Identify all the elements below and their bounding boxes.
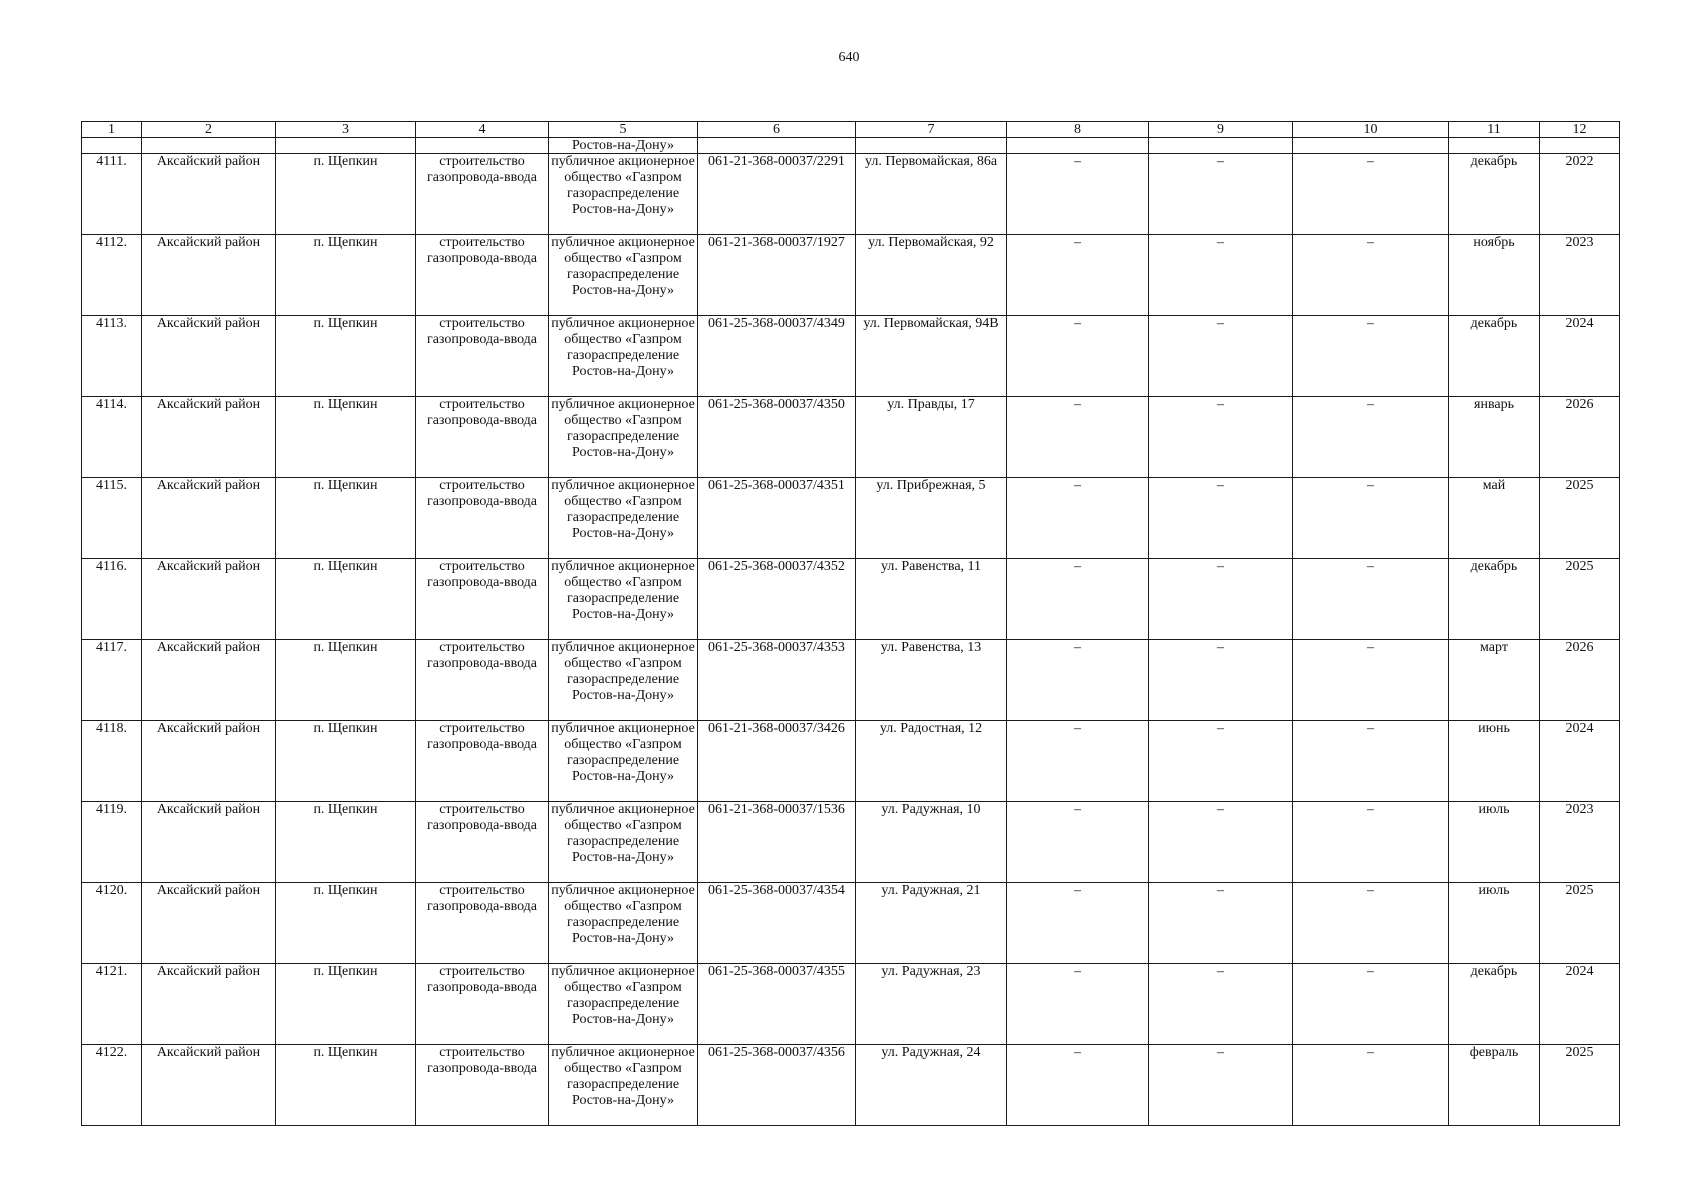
column-header: 7 [856, 122, 1007, 138]
district-cell: Аксайский район [142, 883, 276, 964]
address-cell: ул. Первомайская, 94В [856, 316, 1007, 397]
registry-code-cell: 061-25-368-00037/4352 [698, 559, 856, 640]
address-cell: ул. Радужная, 24 [856, 1045, 1007, 1126]
column-10-cell: – [1293, 478, 1449, 559]
column-10-cell: – [1293, 721, 1449, 802]
page-number: 640 [838, 50, 860, 65]
column-8-cell: – [1007, 721, 1149, 802]
month-cell: декабрь [1449, 964, 1540, 1045]
district-cell: Аксайский район [142, 721, 276, 802]
column-10-cell: – [1293, 316, 1449, 397]
locality-cell: п. Щепкин [276, 559, 416, 640]
month-cell: декабрь [1449, 154, 1540, 235]
column-9-cell: – [1149, 154, 1293, 235]
registry-code-cell: 061-25-368-00037/4353 [698, 640, 856, 721]
registry-code-cell: 061-21-368-00037/1536 [698, 802, 856, 883]
column-8-cell: – [1007, 1045, 1149, 1126]
work-type-cell: строительство газопровода-ввода [416, 397, 549, 478]
column-header: 6 [698, 122, 856, 138]
table-row [82, 235, 1620, 316]
organization-cell: публичное акционерное общество «Газпром газораспределение Ростов-на-Дону» [549, 397, 698, 478]
row-number-cell: 4114. [82, 397, 142, 478]
row-number-cell: 4111. [82, 154, 142, 235]
district-cell: Аксайский район [142, 397, 276, 478]
address-cell: ул. Первомайская, 86а [856, 154, 1007, 235]
address-cell: ул. Прибрежная, 5 [856, 478, 1007, 559]
year-cell: 2024 [1540, 964, 1620, 1045]
table-cell [856, 138, 1007, 154]
work-type-cell: строительство газопровода-ввода [416, 964, 549, 1045]
registry-code-cell: 061-25-368-00037/4351 [698, 478, 856, 559]
column-10-cell: – [1293, 154, 1449, 235]
header-row [82, 122, 1620, 138]
row-number-cell: 4119. [82, 802, 142, 883]
table-cell [1449, 138, 1540, 154]
organization-cell: публичное акционерное общество «Газпром газораспределение Ростов-на-Дону» [549, 559, 698, 640]
table-cell [1293, 138, 1449, 154]
table-row [82, 154, 1620, 235]
column-header: 11 [1449, 122, 1540, 138]
continuation-row [82, 138, 1620, 154]
district-cell: Аксайский район [142, 559, 276, 640]
column-8-cell: – [1007, 964, 1149, 1045]
table-body [82, 138, 1620, 1126]
locality-cell: п. Щепкин [276, 235, 416, 316]
column-header: 5 [549, 122, 698, 138]
year-cell: 2026 [1540, 640, 1620, 721]
column-9-cell: – [1149, 1045, 1293, 1126]
month-cell: январь [1449, 397, 1540, 478]
locality-cell: п. Щепкин [276, 883, 416, 964]
register-table [81, 121, 1620, 1126]
locality-cell: п. Щепкин [276, 1045, 416, 1126]
column-10-cell: – [1293, 397, 1449, 478]
registry-code-cell: 061-21-368-00037/3426 [698, 721, 856, 802]
address-cell: ул. Равенства, 13 [856, 640, 1007, 721]
column-header: 12 [1540, 122, 1620, 138]
table-cell [276, 138, 416, 154]
work-type-cell: строительство газопровода-ввода [416, 883, 549, 964]
address-cell: ул. Правды, 17 [856, 397, 1007, 478]
column-9-cell: – [1149, 235, 1293, 316]
table-header [82, 122, 1620, 138]
district-cell: Аксайский район [142, 235, 276, 316]
column-9-cell: – [1149, 316, 1293, 397]
table-row [82, 883, 1620, 964]
table-row [82, 964, 1620, 1045]
column-header: 2 [142, 122, 276, 138]
year-cell: 2022 [1540, 154, 1620, 235]
organization-cell: публичное акционерное общество «Газпром газораспределение Ростов-на-Дону» [549, 640, 698, 721]
column-header: 9 [1149, 122, 1293, 138]
locality-cell: п. Щепкин [276, 721, 416, 802]
year-cell: 2025 [1540, 1045, 1620, 1126]
table-cell [82, 138, 142, 154]
column-8-cell: – [1007, 559, 1149, 640]
work-type-cell: строительство газопровода-ввода [416, 802, 549, 883]
column-8-cell: – [1007, 802, 1149, 883]
table-cell [1007, 138, 1149, 154]
row-number-cell: 4122. [82, 1045, 142, 1126]
month-cell: декабрь [1449, 316, 1540, 397]
organization-cell: публичное акционерное общество «Газпром газораспределение Ростов-на-Дону» [549, 883, 698, 964]
address-cell: ул. Радужная, 10 [856, 802, 1007, 883]
month-cell: февраль [1449, 1045, 1540, 1126]
organization-cell: публичное акционерное общество «Газпром газораспределение Ростов-на-Дону» [549, 802, 698, 883]
address-cell: ул. Радостная, 12 [856, 721, 1007, 802]
registry-code-cell: 061-25-368-00037/4356 [698, 1045, 856, 1126]
district-cell: Аксайский район [142, 478, 276, 559]
year-cell: 2025 [1540, 883, 1620, 964]
year-cell: 2025 [1540, 478, 1620, 559]
work-type-cell: строительство газопровода-ввода [416, 1045, 549, 1126]
registry-code-cell: 061-25-368-00037/4355 [698, 964, 856, 1045]
district-cell: Аксайский район [142, 640, 276, 721]
table-row [82, 397, 1620, 478]
month-cell: декабрь [1449, 559, 1540, 640]
work-type-cell: строительство газопровода-ввода [416, 559, 549, 640]
registry-code-cell: 061-25-368-00037/4350 [698, 397, 856, 478]
table-cell [1149, 138, 1293, 154]
month-cell: март [1449, 640, 1540, 721]
column-8-cell: – [1007, 235, 1149, 316]
work-type-cell: строительство газопровода-ввода [416, 640, 549, 721]
table-row [82, 1045, 1620, 1126]
column-9-cell: – [1149, 883, 1293, 964]
year-cell: 2023 [1540, 802, 1620, 883]
district-cell: Аксайский район [142, 316, 276, 397]
work-type-cell: строительство газопровода-ввода [416, 478, 549, 559]
row-number-cell: 4112. [82, 235, 142, 316]
column-10-cell: – [1293, 1045, 1449, 1126]
column-header: 8 [1007, 122, 1149, 138]
row-number-cell: 4116. [82, 559, 142, 640]
table-row [82, 478, 1620, 559]
table-row [82, 559, 1620, 640]
row-number-cell: 4115. [82, 478, 142, 559]
district-cell: Аксайский район [142, 154, 276, 235]
column-9-cell: – [1149, 478, 1293, 559]
locality-cell: п. Щепкин [276, 316, 416, 397]
organization-cell: публичное акционерное общество «Газпром газораспределение Ростов-на-Дону» [549, 316, 698, 397]
work-type-cell: строительство газопровода-ввода [416, 235, 549, 316]
column-8-cell: – [1007, 478, 1149, 559]
column-10-cell: – [1293, 883, 1449, 964]
registry-code-cell: 061-21-368-00037/2291 [698, 154, 856, 235]
column-header: 3 [276, 122, 416, 138]
table-cell [698, 138, 856, 154]
column-10-cell: – [1293, 802, 1449, 883]
organization-cell: публичное акционерное общество «Газпром газораспределение Ростов-на-Дону» [549, 1045, 698, 1126]
month-cell: май [1449, 478, 1540, 559]
column-10-cell: – [1293, 559, 1449, 640]
year-cell: 2023 [1540, 235, 1620, 316]
column-9-cell: – [1149, 802, 1293, 883]
column-9-cell: – [1149, 721, 1293, 802]
continuation-org-cell: Ростов-на-Дону» [549, 138, 698, 154]
table-row [82, 316, 1620, 397]
locality-cell: п. Щепкин [276, 478, 416, 559]
column-8-cell: – [1007, 883, 1149, 964]
column-8-cell: – [1007, 154, 1149, 235]
table-cell [1540, 138, 1620, 154]
month-cell: июль [1449, 802, 1540, 883]
district-cell: Аксайский район [142, 1045, 276, 1126]
work-type-cell: строительство газопровода-ввода [416, 154, 549, 235]
year-cell: 2025 [1540, 559, 1620, 640]
table-cell [416, 138, 549, 154]
table-row [82, 802, 1620, 883]
column-8-cell: – [1007, 316, 1149, 397]
address-cell: ул. Радужная, 21 [856, 883, 1007, 964]
column-9-cell: – [1149, 964, 1293, 1045]
column-header: 4 [416, 122, 549, 138]
address-cell: ул. Первомайская, 92 [856, 235, 1007, 316]
column-10-cell: – [1293, 235, 1449, 316]
column-header: 1 [82, 122, 142, 138]
row-number-cell: 4121. [82, 964, 142, 1045]
organization-cell: публичное акционерное общество «Газпром газораспределение Ростов-на-Дону» [549, 478, 698, 559]
organization-cell: публичное акционерное общество «Газпром газораспределение Ростов-на-Дону» [549, 721, 698, 802]
month-cell: ноябрь [1449, 235, 1540, 316]
work-type-cell: строительство газопровода-ввода [416, 316, 549, 397]
column-9-cell: – [1149, 559, 1293, 640]
registry-code-cell: 061-25-368-00037/4354 [698, 883, 856, 964]
locality-cell: п. Щепкин [276, 640, 416, 721]
organization-cell: публичное акционерное общество «Газпром газораспределение Ростов-на-Дону» [549, 235, 698, 316]
registry-code-cell: 061-21-368-00037/1927 [698, 235, 856, 316]
row-number-cell: 4113. [82, 316, 142, 397]
locality-cell: п. Щепкин [276, 397, 416, 478]
locality-cell: п. Щепкин [276, 802, 416, 883]
row-number-cell: 4120. [82, 883, 142, 964]
address-cell: ул. Равенства, 11 [856, 559, 1007, 640]
row-number-cell: 4118. [82, 721, 142, 802]
column-10-cell: – [1293, 964, 1449, 1045]
year-cell: 2026 [1540, 397, 1620, 478]
column-9-cell: – [1149, 397, 1293, 478]
address-cell: ул. Радужная, 23 [856, 964, 1007, 1045]
month-cell: июнь [1449, 721, 1540, 802]
column-10-cell: – [1293, 640, 1449, 721]
district-cell: Аксайский район [142, 802, 276, 883]
column-9-cell: – [1149, 640, 1293, 721]
column-header: 10 [1293, 122, 1449, 138]
column-8-cell: – [1007, 397, 1149, 478]
column-8-cell: – [1007, 640, 1149, 721]
district-cell: Аксайский район [142, 964, 276, 1045]
table-row [82, 640, 1620, 721]
organization-cell: публичное акционерное общество «Газпром газораспределение Ростов-на-Дону» [549, 154, 698, 235]
organization-cell: публичное акционерное общество «Газпром газораспределение Ростов-на-Дону» [549, 964, 698, 1045]
table-row [82, 721, 1620, 802]
year-cell: 2024 [1540, 316, 1620, 397]
row-number-cell: 4117. [82, 640, 142, 721]
registry-code-cell: 061-25-368-00037/4349 [698, 316, 856, 397]
locality-cell: п. Щепкин [276, 154, 416, 235]
work-type-cell: строительство газопровода-ввода [416, 721, 549, 802]
year-cell: 2024 [1540, 721, 1620, 802]
table-cell [142, 138, 276, 154]
month-cell: июль [1449, 883, 1540, 964]
locality-cell: п. Щепкин [276, 964, 416, 1045]
